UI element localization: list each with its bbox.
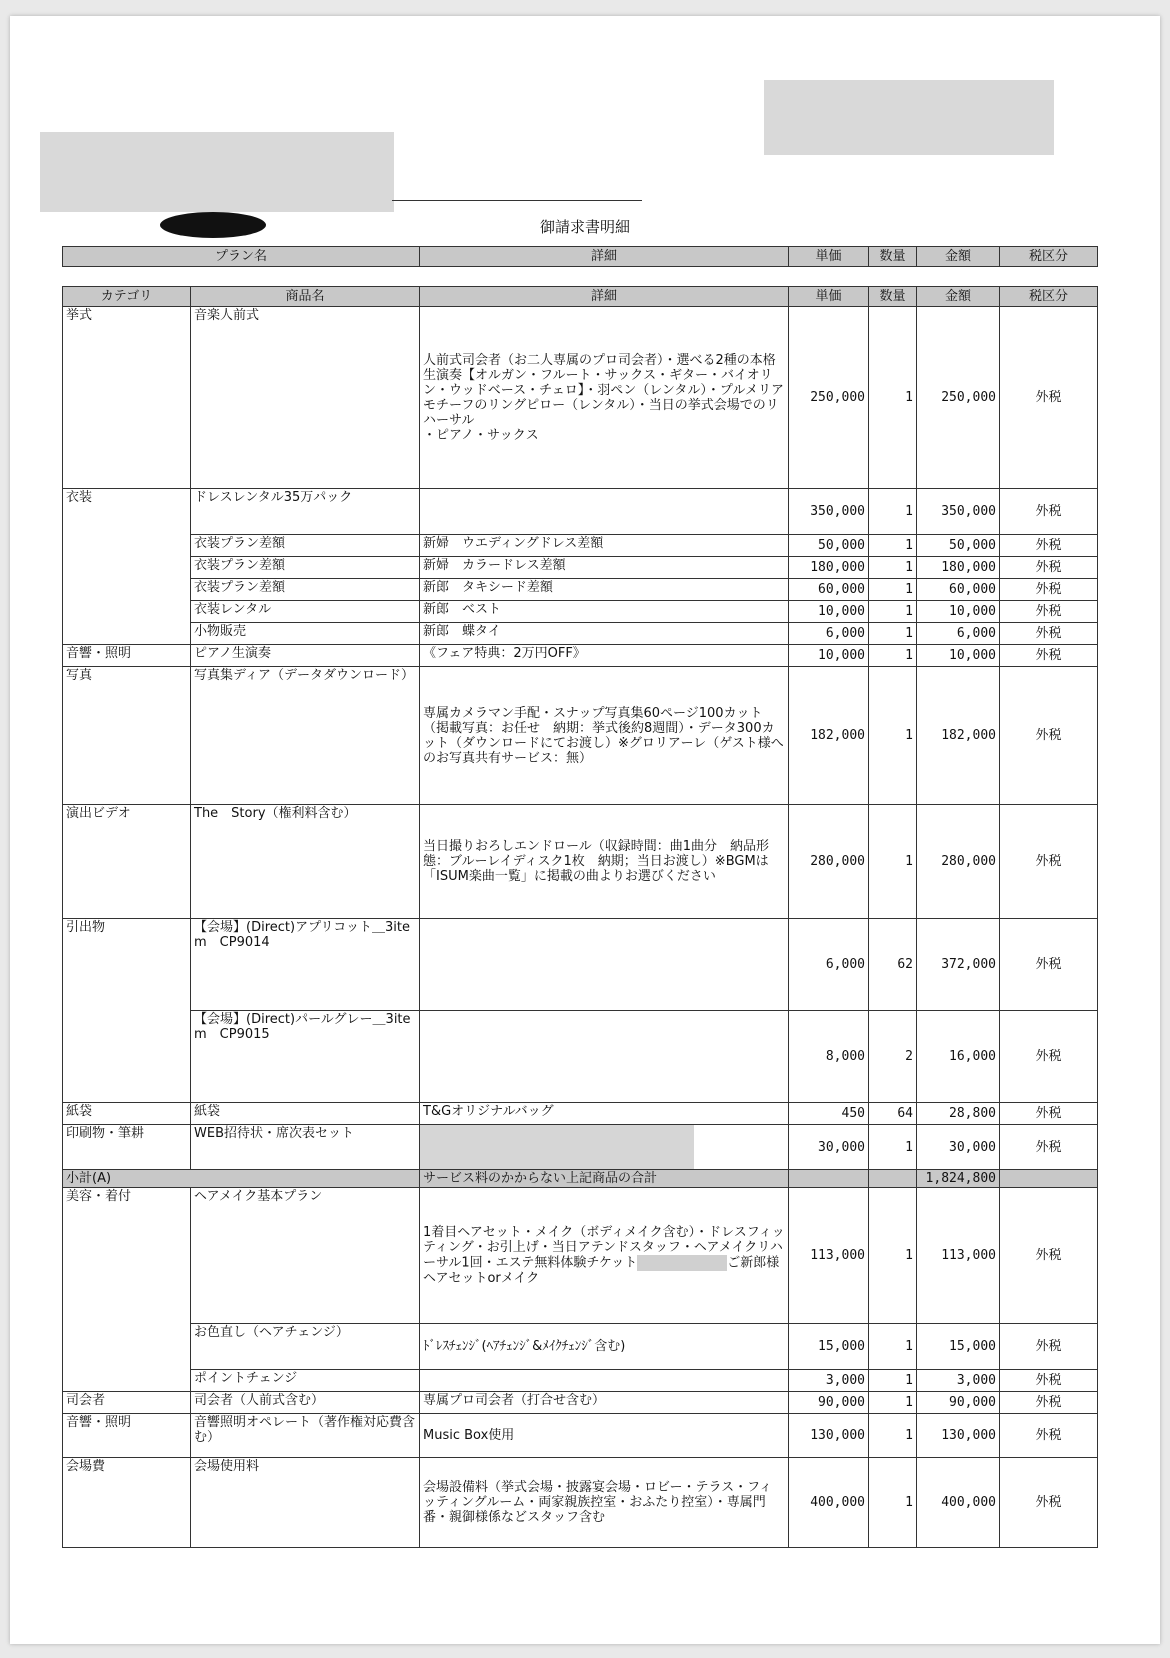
row-detail: 新婦 ウエディングドレス差額 [420, 535, 789, 557]
row-amount: 113,000 [917, 1188, 1000, 1324]
row-product: お色直し（ヘアチェンジ） [191, 1324, 420, 1370]
row-quantity: 1 [869, 1324, 917, 1370]
row-quantity: 1 [869, 307, 917, 489]
col-category: カテゴリ [63, 287, 191, 307]
row-detail: 人前式司会者（お二人専属のプロ司会者）・選べる2種の本格生演奏【オルガン・フルート・サックス・ギター・バイオリン・ウッドベース・チェロ】・羽ペン（レンタル）・プルメリアモチーフのリングピロー（レンタル）・当日の挙式会場でのリハーサル ・ピアノ・サックス [420, 307, 789, 489]
row-product: 衣装プラン差額 [191, 535, 420, 557]
row-tax: 外税 [1000, 1324, 1098, 1370]
table-row [63, 919, 1098, 1011]
row-amount: 400,000 [917, 1458, 1000, 1548]
table-row [63, 557, 1098, 579]
row-quantity: 1 [869, 1370, 917, 1392]
row-detail: 会場設備料（挙式会場・披露宴会場・ロビー・テラス・フィッティングルーム・両家親族控室・おふたり控室）・専属門番・親御様係などスタッフ含む [420, 1458, 789, 1548]
row-detail [420, 919, 789, 1011]
row-unit-price: 30,000 [789, 1125, 869, 1170]
col-tax: 税区分 [1000, 287, 1098, 307]
plan-header-table [62, 246, 1098, 267]
row-category: 演出ビデオ [63, 805, 191, 919]
table-row [63, 535, 1098, 557]
row-unit-price: 6,000 [789, 919, 869, 1011]
row-tax: 外税 [1000, 535, 1098, 557]
redacted-inline [637, 1255, 727, 1271]
row-quantity: 64 [869, 1103, 917, 1125]
row-detail [420, 1125, 789, 1170]
row-product: 【会場】(Direct)アプリコット＿3item CP9014 [191, 919, 420, 1011]
row-tax: 外税 [1000, 1392, 1098, 1414]
table-row [63, 645, 1098, 667]
row-amount: 10,000 [917, 601, 1000, 623]
row-category: 美容・着付 [63, 1188, 191, 1392]
items-header-row [63, 287, 1098, 307]
row-category: 引出物 [63, 919, 191, 1103]
divider-line [392, 200, 642, 201]
plan-header-row [63, 247, 1098, 267]
row-unit-price: 3,000 [789, 1370, 869, 1392]
row-product: 衣装レンタル [191, 601, 420, 623]
table-row [63, 1458, 1098, 1548]
row-amount: 182,000 [917, 667, 1000, 805]
table-row [63, 667, 1098, 805]
row-tax: 外税 [1000, 667, 1098, 805]
row-detail: 新婦 カラードレス差額 [420, 557, 789, 579]
row-unit-price: 113,000 [789, 1188, 869, 1324]
row-amount: 180,000 [917, 557, 1000, 579]
row-quantity: 1 [869, 1414, 917, 1458]
col-unit-price: 単価 [789, 287, 869, 307]
row-category: 挙式 [63, 307, 191, 489]
row-quantity: 1 [869, 645, 917, 667]
row-amount: 372,000 [917, 919, 1000, 1011]
col-unit-price: 単価 [789, 247, 869, 267]
row-unit-price: 250,000 [789, 307, 869, 489]
row-amount: 250,000 [917, 307, 1000, 489]
table-row [63, 1370, 1098, 1392]
row-product: 音響照明オペレート（著作権対応費含む） [191, 1414, 420, 1458]
table-row [63, 1103, 1098, 1125]
row-product: ドレスレンタル35万パック [191, 489, 420, 535]
col-detail: 詳細 [420, 287, 789, 307]
row-quantity: 1 [869, 579, 917, 601]
row-tax: 外税 [1000, 645, 1098, 667]
row-quantity: 1 [869, 601, 917, 623]
row-quantity: 1 [869, 1188, 917, 1324]
row-unit-price: 400,000 [789, 1458, 869, 1548]
subtotal-row [63, 1170, 1098, 1188]
row-detail: 新郎 タキシード差額 [420, 579, 789, 601]
row-tax: 外税 [1000, 1103, 1098, 1125]
row-tax: 外税 [1000, 579, 1098, 601]
row-amount: 15,000 [917, 1324, 1000, 1370]
row-detail: 当日撮りおろしエンドロール（収録時間：曲1曲分 納品形態：ブルーレイディスク1枚 納期；当日お渡し）※BGMは「ISUM楽曲一覧」に掲載の曲よりお選びください [420, 805, 789, 919]
row-unit-price: 50,000 [789, 535, 869, 557]
row-product: 会場使用料 [191, 1458, 420, 1548]
row-product: 音楽人前式 [191, 307, 420, 489]
table-row [63, 1011, 1098, 1103]
row-category: 印刷物・筆耕 [63, 1125, 191, 1170]
row-category: 会場費 [63, 1458, 191, 1548]
row-quantity: 1 [869, 1392, 917, 1414]
row-unit-price: 280,000 [789, 805, 869, 919]
row-tax: 外税 [1000, 1125, 1098, 1170]
table-row [63, 1324, 1098, 1370]
table-row [63, 307, 1098, 489]
redacted-block-recipient [40, 132, 394, 212]
row-tax: 外税 [1000, 919, 1098, 1011]
document-title: 御請求書明細 [539, 218, 630, 236]
row-quantity: 1 [869, 623, 917, 645]
row-detail: 新郎 蝶タイ [420, 623, 789, 645]
table-row [63, 1392, 1098, 1414]
row-product: 小物販売 [191, 623, 420, 645]
row-tax: 外税 [1000, 489, 1098, 535]
row-quantity: 1 [869, 805, 917, 919]
row-detail: 1着目ヘアセット・メイク（ボディメイク含む）・ドレスフィッティング・お引上げ・当日アテンドスタッフ・ヘアメイクリハーサル1回・エステ無料体験チケット ご新郎様ヘアセットorメイク [420, 1188, 789, 1324]
row-unit-price: 15,000 [789, 1324, 869, 1370]
row-amount: 30,000 [917, 1125, 1000, 1170]
redacted-detail [420, 1125, 694, 1169]
row-amount: 28,800 [917, 1103, 1000, 1125]
row-product: ポイントチェンジ [191, 1370, 420, 1392]
row-unit-price: 10,000 [789, 645, 869, 667]
row-product: The Story（権利料含む） [191, 805, 420, 919]
col-product: 商品名 [191, 287, 420, 307]
row-product: 写真集ディア（データダウンロード） [191, 667, 420, 805]
row-product: 衣装プラン差額 [191, 557, 420, 579]
row-detail: 専属カメラマン手配・スナップ写真集60ページ100カット（掲載写真：お任せ 納期：挙式後約8週間）・データ300カット（ダウンロードにてお渡し）※グロリアーレ（ゲスト様へのお写真共有サービス：無） [420, 667, 789, 805]
row-product: 【会場】(Direct)パールグレー＿3item CP9015 [191, 1011, 420, 1103]
row-category: 衣装 [63, 489, 191, 645]
row-amount: 280,000 [917, 805, 1000, 919]
table-row [63, 1188, 1098, 1324]
col-amount: 金額 [917, 287, 1000, 307]
row-product: ピアノ生演奏 [191, 645, 420, 667]
table-row [63, 805, 1098, 919]
items-table [62, 286, 1098, 1548]
row-detail: ﾄﾞﾚｽﾁｪﾝｼﾞ(ﾍｱﾁｪﾝｼﾞ&ﾒｲｸﾁｪﾝｼﾞ含む) [420, 1324, 789, 1370]
row-product: 衣装プラン差額 [191, 579, 420, 601]
redacted-block-top-right [764, 80, 1054, 155]
subtotal-amount: 1,824,800 [917, 1170, 1000, 1188]
row-quantity: 1 [869, 1458, 917, 1548]
col-detail: 詳細 [420, 247, 789, 267]
row-amount: 6,000 [917, 623, 1000, 645]
row-unit-price: 350,000 [789, 489, 869, 535]
row-amount: 130,000 [917, 1414, 1000, 1458]
row-amount: 60,000 [917, 579, 1000, 601]
row-quantity: 1 [869, 667, 917, 805]
row-quantity: 1 [869, 557, 917, 579]
row-detail [420, 489, 789, 535]
row-amount: 90,000 [917, 1392, 1000, 1414]
row-product: ヘアメイク基本プラン [191, 1188, 420, 1324]
row-detail [420, 1011, 789, 1103]
row-tax: 外税 [1000, 1188, 1098, 1324]
row-category: 写真 [63, 667, 191, 805]
row-amount: 350,000 [917, 489, 1000, 535]
row-detail: Music Box使用 [420, 1414, 789, 1458]
row-unit-price: 8,000 [789, 1011, 869, 1103]
subtotal-detail: サービス料のかからない上記商品の合計 [420, 1170, 789, 1188]
row-detail: 新郎 ベスト [420, 601, 789, 623]
table-row [63, 1125, 1098, 1170]
col-quantity: 数量 [869, 287, 917, 307]
row-product: 司会者（人前式含む） [191, 1392, 420, 1414]
row-tax: 外税 [1000, 1414, 1098, 1458]
row-amount: 50,000 [917, 535, 1000, 557]
row-unit-price: 182,000 [789, 667, 869, 805]
col-amount: 金額 [917, 247, 1000, 267]
row-detail: 専属プロ司会者（打合せ含む） [420, 1392, 789, 1414]
table-row [63, 579, 1098, 601]
row-category: 音響・照明 [63, 645, 191, 667]
row-unit-price: 10,000 [789, 601, 869, 623]
row-unit-price: 130,000 [789, 1414, 869, 1458]
row-quantity: 1 [869, 535, 917, 557]
row-detail: 《フェア特典：2万円OFF》 [420, 645, 789, 667]
row-unit-price: 90,000 [789, 1392, 869, 1414]
row-product: 紙袋 [191, 1103, 420, 1125]
row-quantity: 1 [869, 1125, 917, 1170]
row-quantity: 2 [869, 1011, 917, 1103]
table-row [63, 623, 1098, 645]
row-tax: 外税 [1000, 1011, 1098, 1103]
row-category: 司会者 [63, 1392, 191, 1414]
col-tax: 税区分 [1000, 247, 1098, 267]
row-tax: 外税 [1000, 623, 1098, 645]
row-unit-price: 450 [789, 1103, 869, 1125]
row-detail [420, 1370, 789, 1392]
table-row [63, 489, 1098, 535]
row-unit-price: 60,000 [789, 579, 869, 601]
row-quantity: 1 [869, 489, 917, 535]
row-tax: 外税 [1000, 1370, 1098, 1392]
table-row [63, 601, 1098, 623]
row-product: WEB招待状・席次表セット [191, 1125, 420, 1170]
table-row [63, 1414, 1098, 1458]
row-tax: 外税 [1000, 1458, 1098, 1548]
row-detail: T&Gオリジナルバッグ [420, 1103, 789, 1125]
row-unit-price: 180,000 [789, 557, 869, 579]
row-tax: 外税 [1000, 805, 1098, 919]
row-tax: 外税 [1000, 601, 1098, 623]
row-category: 音響・照明 [63, 1414, 191, 1458]
row-tax: 外税 [1000, 307, 1098, 489]
row-category: 紙袋 [63, 1103, 191, 1125]
subtotal-label: 小計(A) [63, 1170, 420, 1188]
col-plan-name: プラン名 [63, 247, 420, 267]
row-amount: 3,000 [917, 1370, 1000, 1392]
row-unit-price: 6,000 [789, 623, 869, 645]
row-tax: 外税 [1000, 557, 1098, 579]
row-quantity: 62 [869, 919, 917, 1011]
row-amount: 16,000 [917, 1011, 1000, 1103]
row-amount: 10,000 [917, 645, 1000, 667]
col-quantity: 数量 [869, 247, 917, 267]
